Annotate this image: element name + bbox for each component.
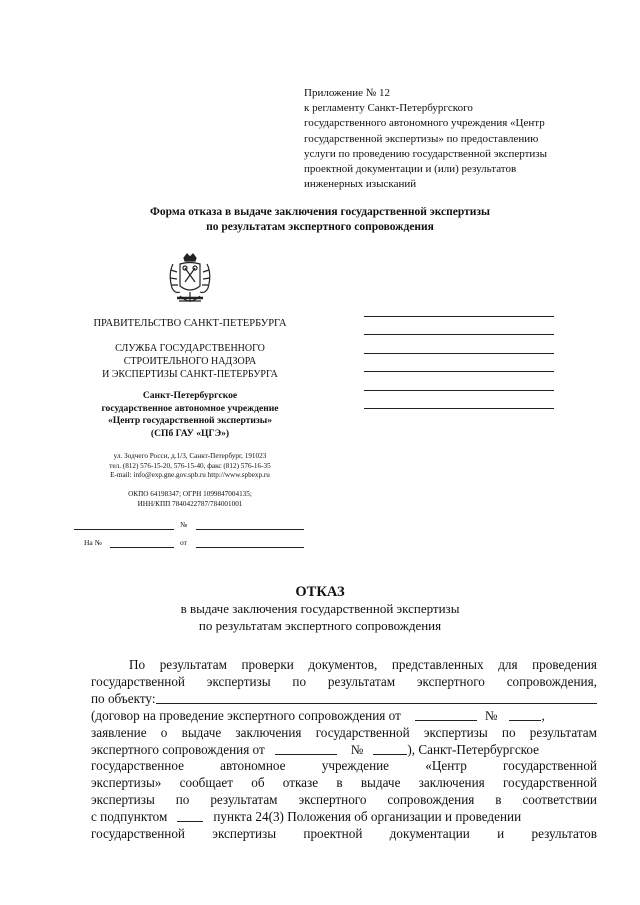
application-number-blank (373, 742, 407, 755)
contact-line: ул. Зодчего Росси, д.1/3, Санкт-Петербург, 191023 (113, 452, 267, 460)
form-title-line: по результатам экспертного сопровождения (206, 221, 434, 233)
appendix-line: государственного автономного учреждения «Центр (304, 117, 545, 130)
refusal-subtitle-line: в выдаче заключения государственной экспертизы (180, 601, 460, 616)
body-line: государственной экспертизы проектной документации и результатов (91, 826, 597, 842)
appendix-line: Приложение № 12 (304, 87, 391, 99)
addressee-blank-lines (364, 298, 554, 409)
body-line: заявление о выдаче заключения государственной экспертизы по результатам (91, 724, 597, 740)
appendix-line: инженерных изысканий (304, 178, 417, 191)
blank-line (364, 372, 554, 391)
code-line: ИНН/КПП 7840422787/784001001 (137, 499, 243, 508)
appendix-line: проектной документации и (или) результатов (304, 163, 517, 176)
code-line: ОКПО 64198347; ОГРН 1099847004135; (128, 490, 252, 498)
institution-line: (СПб ГАУ «ЦГЭ») (150, 427, 230, 439)
body-line: экспертизы по результатам экспертного сопровождения в соответствии (91, 792, 597, 808)
subparagraph-blank (177, 809, 203, 822)
body-line: государственное автономное учреждение «Центр государственной (91, 758, 597, 774)
outgoing-number-sign: № (180, 520, 188, 529)
service-line: И ЭКСПЕРТИЗЫ САНКТ-ПЕТЕРБУРГА (102, 369, 278, 380)
reply-to-date-blank (196, 547, 304, 548)
refusal-subtitle (60, 601, 580, 634)
outgoing-date-blank (74, 529, 174, 530)
reply-to-label: На № (84, 538, 102, 547)
refusal-subtitle-line: по результатам экспертного сопровождения (198, 617, 442, 633)
service-line: СТРОИТЕЛЬНОГО НАДЗОРА (123, 356, 257, 367)
blank-line (364, 335, 554, 354)
blank-line (364, 317, 554, 336)
body-line: экспертного сопровождения от № ), Санкт-Петербургское (91, 741, 540, 757)
refusal-title: ОТКАЗ (295, 584, 345, 600)
object-blank (156, 691, 597, 704)
body-line: экспертизы» сообщает об отказе в выдаче заключения государственной (91, 775, 597, 791)
blank-line (364, 298, 554, 317)
contact-info (80, 452, 300, 481)
blank-line (364, 391, 554, 410)
appendix-reference (304, 86, 624, 192)
body-line (91, 691, 597, 708)
coat-of-arms-icon (165, 252, 215, 308)
institution-line: Санкт-Петербургское (142, 390, 238, 401)
government-name: ПРАВИТЕЛЬСТВО САНКТ-ПЕТЕРБУРГА (93, 318, 287, 329)
service-line: СЛУЖБА ГОСУДАРСТВЕННОГО (115, 343, 265, 354)
service-name (80, 342, 300, 381)
institution-name (80, 390, 300, 440)
institution-line: государственное автономное учреждение (101, 402, 279, 414)
reply-to-from-label: от (180, 538, 187, 547)
contact-line: E-mail: info@exp.gne.gov.spb.ru http://www.spbexp.ru (110, 471, 270, 479)
refusal-body (91, 657, 597, 843)
application-date-blank (275, 742, 337, 755)
institution-line: «Центр государственной экспертизы» (107, 415, 273, 426)
appendix-line: услуги по проведению государственной экспертизы (304, 147, 548, 160)
appendix-line: к регламенту Санкт-Петербургского (304, 102, 473, 115)
contract-number-blank (509, 708, 541, 721)
object-label: по объекту: (91, 690, 156, 706)
registration-codes (80, 490, 300, 509)
form-title (60, 205, 580, 235)
body-line: с подпунктом пункта 24(3) Положения об организации и проведении (91, 809, 522, 825)
contract-date-blank (415, 708, 477, 721)
body-line: государственной экспертизы по результатам экспертного сопровождения, (91, 673, 597, 689)
blank-line (364, 354, 554, 373)
contact-line: тел. (812) 576-15-20, 576-15-40, факс (812) 576-16-35 (109, 461, 271, 470)
body-line: (договор на проведение экспертного сопровождения от № , (91, 707, 545, 723)
reply-to-number-blank (110, 547, 174, 548)
body-line: По результатам проверки документов, представленных для проведения (129, 657, 597, 672)
outgoing-number-blank (196, 529, 304, 530)
form-title-line: Форма отказа в выдаче заключения государственной экспертизы (150, 206, 490, 218)
appendix-line: государственной экспертизы» по предоставлению (304, 132, 539, 145)
